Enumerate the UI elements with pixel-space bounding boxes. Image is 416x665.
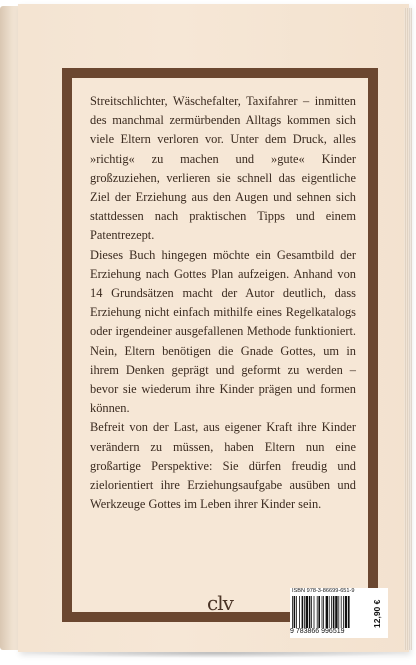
barcode-bar (317, 596, 318, 628)
barcode-bar (314, 596, 315, 628)
barcode-bar (296, 596, 297, 628)
barcode-bar (333, 596, 335, 628)
barcode-bar (318, 596, 320, 628)
blurb-paragraph: Befreit von der Last, aus eigener Kraft ihre Kinder verändern zu müssen, haben Eltern nun eine großartige Perspektive: Sie dürfen freudig und zielorientiert ihre Erziehungsaufgabe ausüben und Werkzeuge Gottes im Leben ihrer Kinder sein. (90, 420, 356, 512)
barcode-bar (309, 596, 311, 628)
barcode-number: 9 783866 996519 (290, 628, 345, 635)
barcode-bar (329, 596, 330, 628)
barcode-bars (292, 596, 370, 628)
publisher-logo: clv (207, 591, 233, 615)
isbn-text: ISBN 978-3-86699-651-9 (292, 588, 355, 594)
barcode-bar (343, 596, 344, 628)
blurb-paragraph: Dieses Buch hingegen möchte ein Gesamtbild der Erziehung nach Gottes Plan aufzeigen. Anhand von 14 Grundsätzen macht der Autor deutlich, dass Erziehung nicht einfach mithilfe eines Regelkatalogs oder irgendeiner ausgefallenen Methode funktioniert. Nein, Eltern benötigen die Gnade Gottes, um in ihrem Denken geprägt und geformt zu werden – bevor sie wiederum ihre Kinder prägen und formen können. (90, 247, 356, 416)
barcode-bar (338, 596, 339, 628)
barcode-bar (299, 596, 300, 628)
barcode-bar (302, 596, 304, 628)
barcode-bar (294, 596, 296, 628)
barcode-bar (306, 596, 308, 628)
barcode-bar (304, 596, 305, 628)
barcode-bar (311, 596, 312, 628)
barcode-bar (292, 596, 293, 628)
barcode-bar (335, 596, 337, 628)
barcode-bar (326, 596, 328, 628)
barcode-bar (331, 596, 332, 628)
price-tag: 12,90 € (372, 599, 382, 629)
barcode-bar (323, 596, 324, 628)
blurb-text (90, 92, 356, 514)
barcode-bar (322, 596, 323, 628)
barcode-bar (345, 596, 347, 628)
blurb-paragraph: Streitschlichter, Wäschefalter, Taxifahrer – inmitten des manchmal zermürbenden Alltags kommen sich viele Eltern verloren vor. Unter dem Druck, alles »richtig« zu machen und »gute« Kinder großzuziehen, verlieren sie schnell das eigentliche Ziel der Erziehung aus den Augen und sehnen sich stattdessen nach praktischen Tipps und einem Patentrezept. (90, 94, 356, 243)
page-edges (404, 8, 412, 650)
barcode-bar (348, 596, 350, 628)
barcode-label (290, 588, 388, 638)
barcode-bar (341, 596, 342, 628)
